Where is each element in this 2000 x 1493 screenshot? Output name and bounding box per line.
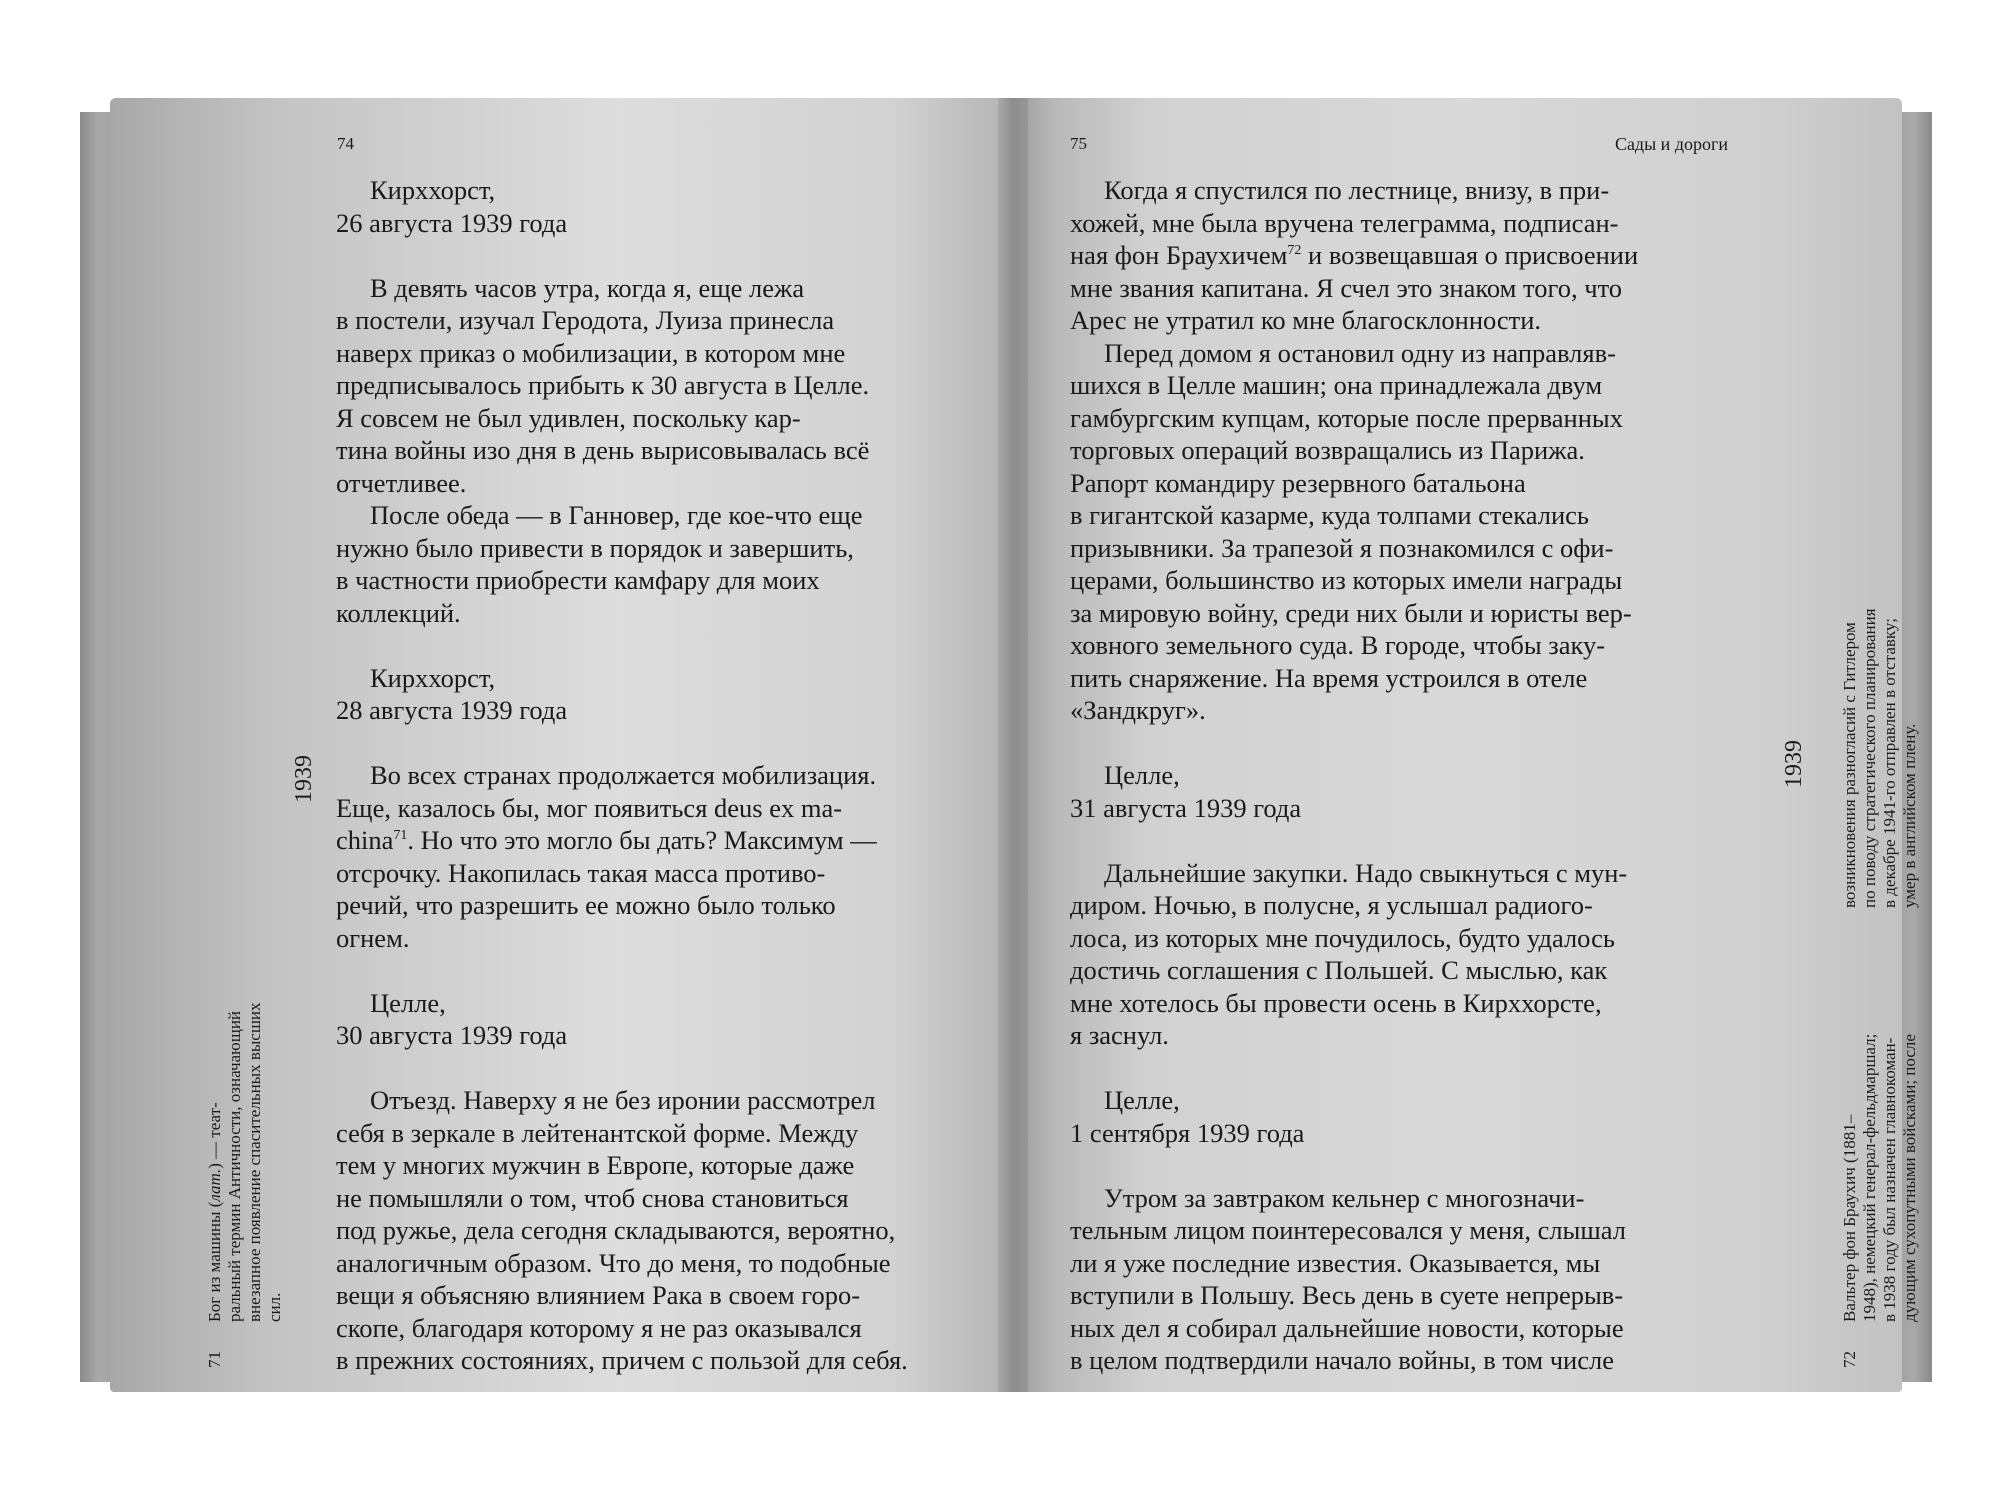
text-line: отчетливее. — [336, 467, 467, 498]
entry-place: Кирххорст, — [370, 662, 496, 693]
entry-place: Кирххорст, — [370, 175, 496, 205]
entry-place: Целле, — [370, 987, 446, 1018]
entry-place: Целле, — [1104, 760, 1180, 790]
text-line: Во всех странах продолжается мобилизация. — [370, 760, 877, 790]
entry-date: 28 августа 1939 года — [336, 695, 568, 725]
text-line: мне звания капитана. Я счел это знаком того, что — [1070, 272, 1623, 303]
book-gutter — [998, 98, 1032, 1392]
footnote-number: 72 — [1840, 1351, 1859, 1368]
text-line: призывники. За трапезой я познакомился с офи- — [1070, 532, 1614, 563]
footnote-ref-72[interactable]: 72 — [1287, 243, 1302, 259]
text-line: гамбургским купцам, которые после прерванных — [1070, 402, 1623, 433]
text-line: я заснул. — [1070, 1020, 1169, 1050]
text-line: Перед домом я остановил одну из направляв- — [1104, 337, 1616, 368]
text-line: china$^{71}$. Но что это могло бы дать? Максимум — — [336, 825, 877, 855]
text-line: торговых операций возвращались из Парижа. — [1070, 435, 1585, 465]
entry-place: Целле, — [1104, 1085, 1180, 1115]
text-line: вещи я объясняю влиянием Рака в своем горо- — [336, 1280, 861, 1310]
text-line: аналогичным образом. Что до меня, то подобные — [336, 1247, 891, 1278]
entry-date: 30 августа 1939 года — [336, 1020, 568, 1050]
footnote-71: 71Бог из машины (лат.) — теат- ральный термин Античности, означающий внезапное появление спасительных высших сил. — [205, 1002, 284, 1368]
text-line: себя в зеркале в лейтенантской форме. Между — [336, 1117, 859, 1148]
entry-date: 26 августа 1939 года — [336, 207, 568, 238]
footnote-72-continued: возникновения разногласий с Гитлером по поводу стратегического планирования в декабре 1941-го отправлен в отставку; умер в английском плену. — [1840, 608, 1919, 908]
text-line: шихся в Целле машин; она принадлежала двум — [1070, 370, 1603, 400]
text-line: лоса, из которых мне почудилось, будто удалось — [1070, 922, 1615, 953]
text-line: ховного земельного суда. В городе, чтобы заку- — [1070, 630, 1606, 660]
page-number-right: 75 — [1070, 134, 1087, 153]
text-line: в постели, изучал Геродота, Луиза принесла — [336, 305, 835, 335]
text-line: «Зандкруг». — [1070, 695, 1206, 725]
text-line: ная фон Браухичем$^{72}$ и возвещавшая о присвоении — [1070, 240, 1639, 270]
side-year-left: 1939 — [291, 755, 317, 803]
text-line: Еще, казалось бы, мог появиться deus ex ma- — [336, 792, 843, 823]
page-number-left: 74 — [337, 134, 354, 153]
text-line: ных дел я собирал дальнейшие новости, которые — [1070, 1312, 1624, 1343]
side-year-right: 1939 — [1781, 740, 1807, 788]
open-book — [80, 98, 1932, 1392]
footnote-number: 71 — [205, 1351, 224, 1368]
text-line: наверх приказ о мобилизации, в котором мне — [336, 337, 846, 368]
text-line: Рапорт командиру резервного батальона — [1070, 467, 1526, 498]
text-line: предписывалось прибыть к 30 августа в Целле. — [336, 370, 870, 400]
entry-date: 31 августа 1939 года — [1070, 792, 1302, 823]
text-line: Отъезд. Наверху я не без иронии рассмотрел — [370, 1085, 876, 1115]
text-line: вступили в Польшу. Весь день в суете непрерыв- — [1070, 1280, 1624, 1310]
text-line: коллекций. — [336, 597, 461, 628]
left-page-text — [336, 174, 1016, 1377]
text-line: не помышляли о том, чтоб снова становиться — [336, 1182, 849, 1213]
text-line: тельным лицом поинтересовался у меня, слышал — [1070, 1215, 1626, 1245]
text-line: в прежних состояниях, причем с пользой для себя. — [336, 1345, 908, 1375]
text-line: мне хотелось бы провести осень в Кирххорсте, — [1070, 987, 1602, 1018]
entry-date: 1 сентября 1939 года — [1070, 1117, 1305, 1148]
text-line: тем у многих мужчин в Европе, которые даже — [336, 1150, 855, 1180]
text-line: ли я уже последние известия. Оказывается, мы — [1070, 1247, 1601, 1278]
text-line: речий, что разрешить ее можно было только — [336, 890, 836, 920]
text-line: хожей, мне была вручена телеграмма, подписан- — [1070, 207, 1619, 238]
text-line: под ружье, дела сегодня складываются, вероятно, — [336, 1215, 896, 1245]
text-line: за мировую войну, среди них были и юристы вер- — [1070, 597, 1632, 628]
text-line: в целом подтвердили начало войны, в том числе — [1070, 1345, 1614, 1375]
right-page-text — [1070, 174, 1710, 1377]
text-line: Утром за завтраком кельнер с многозначи- — [1104, 1182, 1585, 1213]
text-line: нужно было привести в порядок и завершить, — [336, 532, 854, 563]
text-line: Я совсем не был удивлен, поскольку кар- — [336, 402, 801, 433]
text-line: После обеда — в Ганновер, где кое-что еще — [370, 500, 863, 530]
text-line: огнем. — [336, 922, 410, 953]
text-line: в гигантской казарме, куда толпами стекались — [1070, 500, 1590, 530]
text-line: Дальнейшие закупки. Надо свыкнуться с мун- — [1104, 857, 1628, 888]
text-line: Когда я спустился по лестнице, внизу, в при- — [1104, 175, 1610, 205]
right-page — [1028, 98, 1919, 1392]
text-line: Арес не утратил ко мне благосклонности. — [1070, 305, 1542, 335]
text-line: В девять часов утра, когда я, еще лежа — [370, 272, 805, 303]
text-line: пить снаряжение. На время устроился в отеле — [1070, 662, 1588, 693]
text-line: в частности приобрести камфару для моих — [336, 565, 820, 595]
left-page — [110, 98, 1030, 1392]
text-line: церами, большинство из которых имели награды — [1070, 565, 1623, 595]
text-line: тина войны изо дня в день вырисовывалась всё — [336, 435, 870, 465]
text-line: скопе, благодаря которому я не раз оказывался — [336, 1312, 862, 1343]
text-line: достичь соглашения с Польшей. С мыслью, как — [1070, 955, 1608, 985]
footnote-ref-71[interactable]: 71 — [393, 828, 408, 844]
text-line: отсрочку. Накопилась такая масса противо- — [336, 857, 826, 888]
text-line: диром. Ночью, в полусне, я услышал радиого- — [1070, 890, 1593, 920]
running-head: Сады и дороги — [1614, 134, 1728, 154]
footnote-72: 72Вальтер фон Браухич (1881– 1948), немецкий генерал-фельдмаршал; в 1938 году был назначен главнокоман- дующим сухопутными войсками; после — [1840, 1033, 1919, 1368]
